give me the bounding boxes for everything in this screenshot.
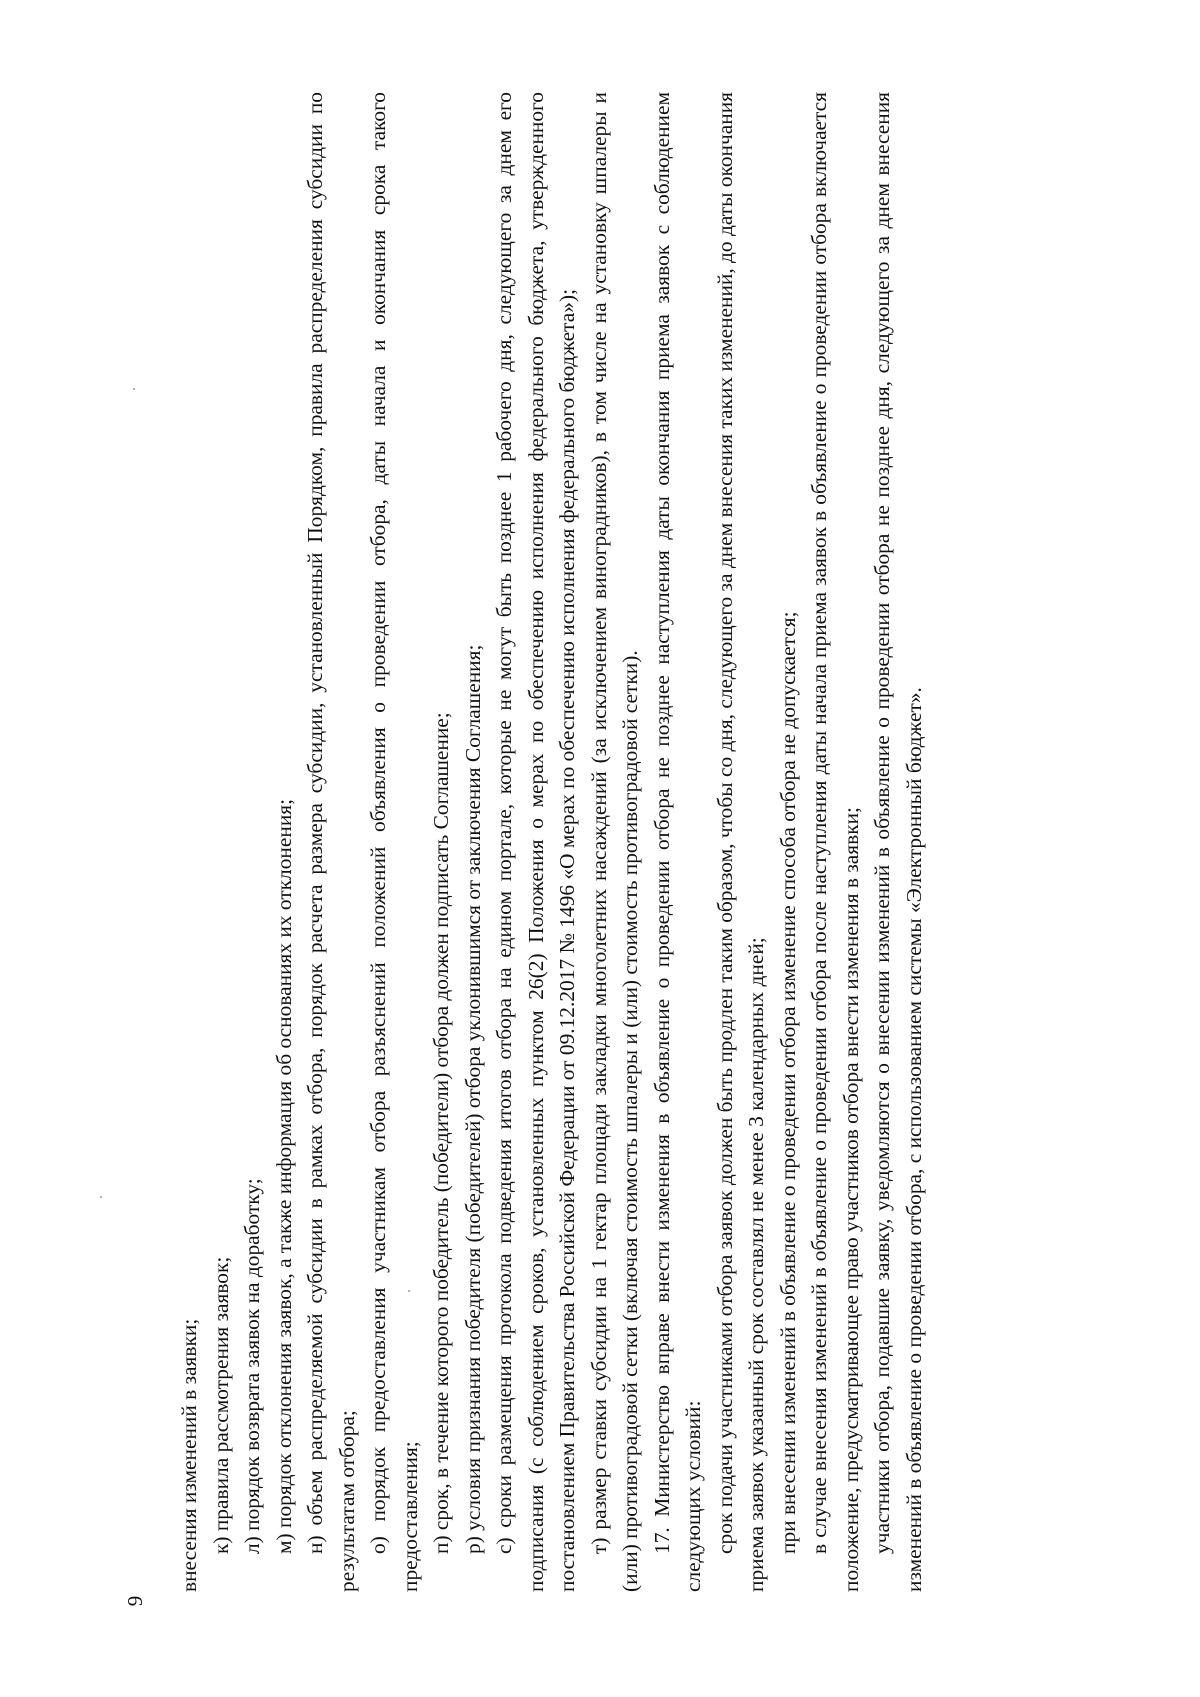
- paragraph-item-s: с) сроки размещения протокола подведения итогов отбора на едином портале, которые не могут быть позднее 1 рабочего дня, следующего за днем его подписания (с соблюдением сроков, установленных пунктом 26(2) Положения о мерах по обеспечению исполнения федерального бюджета, утвержденного постановлением Правительства Российской Федерации от 09.12.2017 № 1496 «О мерах по обеспечению исполнения федерального бюджета»);: [492, 92, 579, 1592]
- scan-speck: [100, 1196, 102, 1198]
- paragraph-condition-changes: в случае внесения изменений в объявление о проведении отбора после наступления даты начала приема заявок в объявление о проведении отбора включается положение, предусматривающее право участников отбора внести изменения в заявки;: [807, 92, 863, 1592]
- scan-speck: [408, 1290, 410, 1292]
- paragraph-item-m: м) порядок отклонения заявок, а также информация об основаниях их отклонения;: [271, 798, 296, 1554]
- paragraph-continuation: внесения изменений в заявки;: [177, 1318, 201, 1592]
- paragraph-condition-deadline: срок подачи участниками отбора заявок должен быть продлен таким образом, чтобы со дня, следующего за днем внесения таких изменений, до даты окончания приема заявок указанный срок составлял не менее 3 календарных дней;: [712, 92, 768, 1592]
- paragraph-item-o: о) порядок предоставления участникам отбора разъяснений положений объявления о проведении отбора, даты начала и окончания срока такого предоставления;: [366, 92, 422, 1592]
- page-number: 9: [123, 1595, 147, 1607]
- paragraph-condition-method: при внесении изменений в объявление о проведении отбора изменение способа отбора не допускается;: [775, 611, 800, 1554]
- paragraph-item-r: р) условия признания победителя (победителей) отбора уклонившимся от заключения Соглашения;: [460, 644, 485, 1554]
- paragraph-item-p: п) срок, в течение которого победитель (победители) отбора должен подписать Соглашение;: [429, 712, 453, 1554]
- scan-speck: [133, 388, 135, 390]
- paragraph-item-l: л) порядок возврата заявок на доработку;: [240, 1178, 264, 1554]
- paragraph-clause-17: 17. Министерство вправе внести изменения в объявление о проведении отбора не позднее наступления даты окончания приема заявок с соблюдением следующих условий:: [649, 92, 705, 1592]
- paragraph-item-k: к) правила рассмотрения заявок;: [208, 1256, 233, 1554]
- paragraph-condition-notification: участники отбора, подавшие заявку, уведомляются о внесении изменений в объявление о проведении отбора не позднее дня, следующего за днем внесения изменений в объявление о проведении отбора, с использованием системы «Электронный бюджет».: [870, 92, 926, 1592]
- document-body: [174, 92, 1024, 1592]
- paragraph-item-n: н) объем распределяемой субсидии в рамках отбора, порядок расчета размера субсидии, установленный Порядком, правила распределения субсидии по результатам отбора;: [303, 92, 359, 1592]
- paragraph-item-t: т) размер ставки субсидии на 1 гектар площади закладки многолетних насаждений (за исключением виноградников), в том числе на установку шпалеры и (или) противоградовой сетки (включая стоимость шпалеры и (или) стоимость противоградовой сетки).: [586, 92, 642, 1592]
